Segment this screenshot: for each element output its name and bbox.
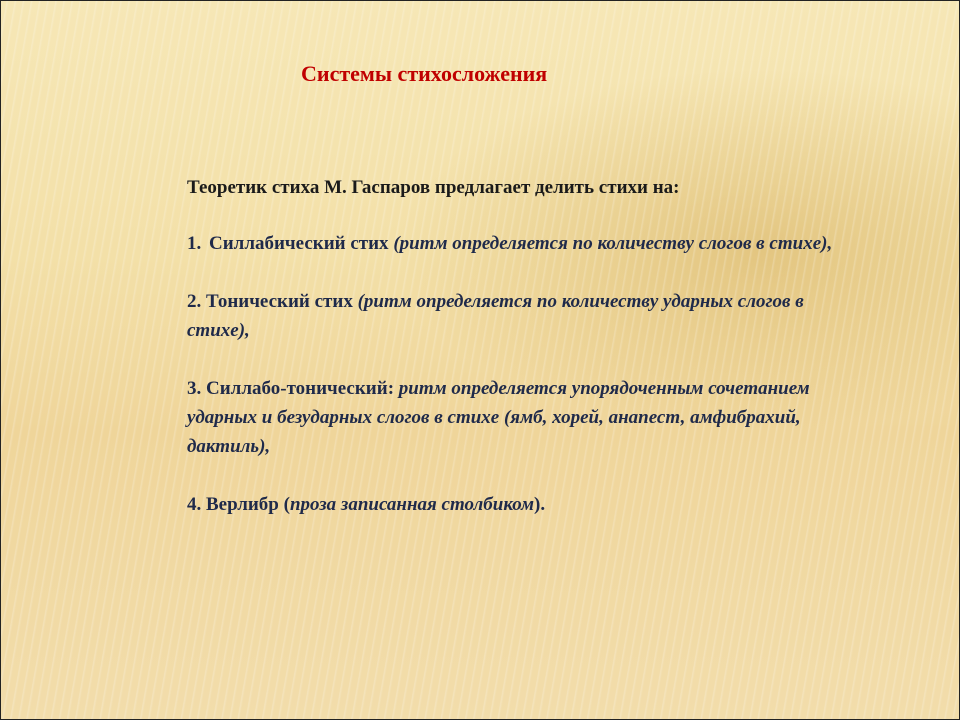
item-suffix: ). <box>534 494 546 515</box>
item-term: Силлабический стих <box>209 233 389 254</box>
item-number: 4. <box>187 494 202 515</box>
list-item-tonic <box>187 287 867 345</box>
list-item-verse-libre <box>187 490 867 519</box>
item-note: проза записанная столбиком <box>289 494 535 515</box>
item-term: Верлибр ( <box>206 494 290 515</box>
item-term: Силлабо-тонический: <box>206 378 395 399</box>
list-item-syllabo-tonic <box>187 374 867 461</box>
item-note: (ритм определяется по количеству слогов в стихе), <box>393 233 833 254</box>
list-item-syllabic <box>187 229 867 258</box>
item-term: Тонический стих <box>206 291 353 312</box>
slide-body <box>187 173 867 519</box>
item-note: ритм определяется упорядоченным сочетанием ударных и безударных слогов в стихе (ямб, хорей, анапест, амфибрахий, дактиль), <box>187 378 810 457</box>
intro-text: Теоретик стиха М. Гаспаров предлагает делить стихи на: <box>187 177 680 198</box>
item-note: (ритм определяется по количеству ударных слогов в стихе), <box>187 291 804 341</box>
item-number: 3. <box>187 378 202 399</box>
slide-title: Системы стихосложения <box>301 61 548 86</box>
item-number: 2. <box>187 291 202 312</box>
item-number: 1. <box>187 233 202 254</box>
